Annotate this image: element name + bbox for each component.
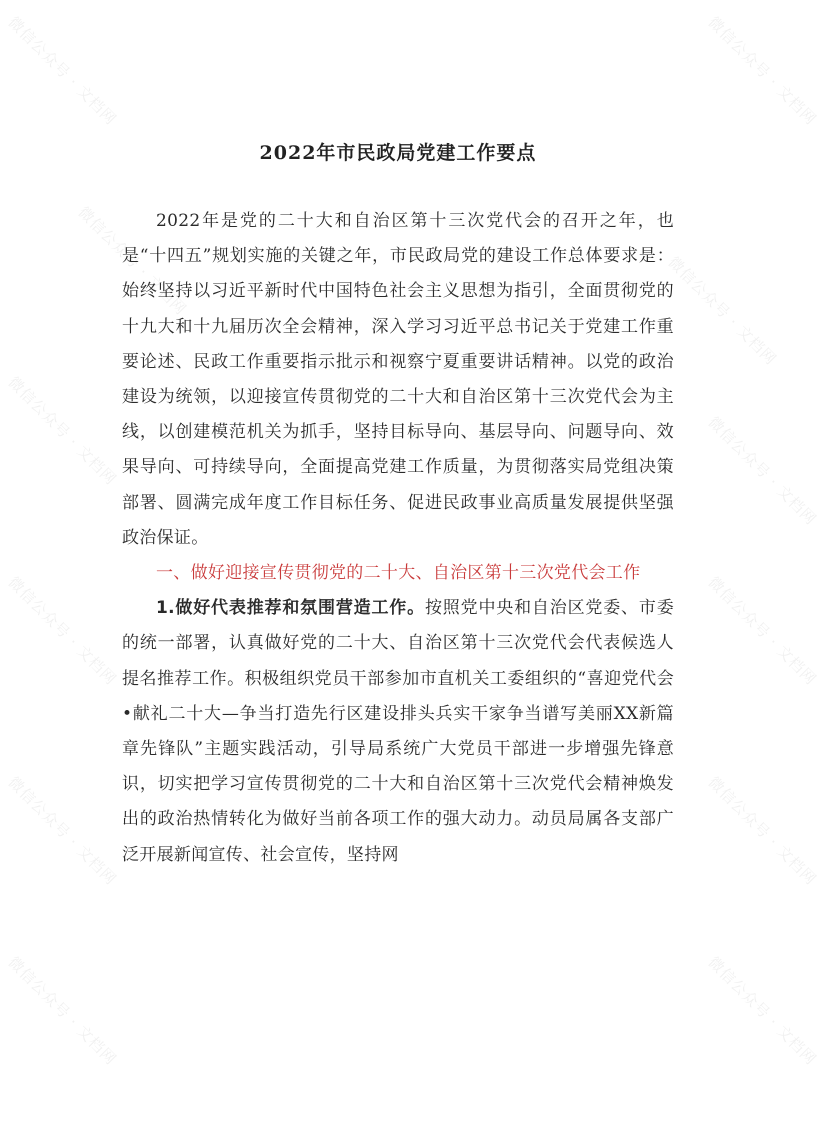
watermark: 微信公众号 · 文档网	[74, 203, 191, 319]
watermark: 微信公众号 · 文档网	[4, 373, 121, 489]
watermark: 微信公众号 · 文档网	[704, 573, 821, 689]
watermark: 微信公众号 · 文档网	[4, 773, 121, 889]
watermark: 微信公众号 · 文档网	[4, 13, 121, 129]
item-paragraph	[122, 591, 674, 873]
item-body: 按照党中央和自治区党委、市委的统一部署，认真做好党的二十大、自治区第十三次党代会代表候选人提名推荐工作。积极组织党员干部参加市直机关工委组织的“喜迎党代会•献礼二十大—争当打造先行区建设排头兵实干家争当谱写美丽XX新篇章先锋队”主题实践活动，引导局系统广大党员干部进一步增强先锋意识，切实把学习宣传贯彻党的二十大和自治区第十三次党代会精神焕发出的政治热情转化为做好当前各项工作的强大动力。动员局属各支部广泛开展新闻宣传、社会宣传，坚持网	[122, 598, 674, 865]
document-title: 2022年市民政局党建工作要点	[259, 142, 537, 164]
watermark: 微信公众号 · 文档网	[704, 773, 821, 889]
watermark: 微信公众号 · 文档网	[4, 953, 121, 1069]
watermark: 微信公众号 · 文档网	[704, 13, 821, 129]
watermark: 微信公众号 · 文档网	[704, 953, 821, 1069]
document-page	[122, 136, 674, 873]
item-lead: 1.做好代表推荐和氛围营造工作。	[156, 598, 425, 619]
watermark: 微信公众号 · 文档网	[664, 253, 781, 369]
watermark: 微信公众号 · 文档网	[704, 413, 821, 529]
watermark: 微信公众号 · 文档网	[4, 573, 121, 689]
intro-paragraph: 2022年是党的二十大和自治区第十三次党代会的召开之年，也是“十四五”规划实施的关键之年，市民政局党的建设工作总体要求是：始终坚持以习近平新时代中国特色社会主义思想为指引，全面贯彻党的十九大和十九届历次全会精神，深入学习习近平总书记关于党建工作重要论述、民政工作重要指示批示和视察宁夏重要讲话精神。以党的政治建设为统领，以迎接宣传贯彻党的二十大和自治区第十三次党代会为主线，以创建模范机关为抓手，坚持目标导向、基层导向、问题导向、效果导向、可持续导向，全面提高党建工作质量，为贯彻落实局党组决策部署、圆满完成年度工作目标任务、促进民政事业高质量发展提供坚强政治保证。	[122, 211, 674, 548]
section-heading: 一、做好迎接宣传贯彻党的二十大、自治区第十三次党代会工作	[156, 563, 641, 584]
